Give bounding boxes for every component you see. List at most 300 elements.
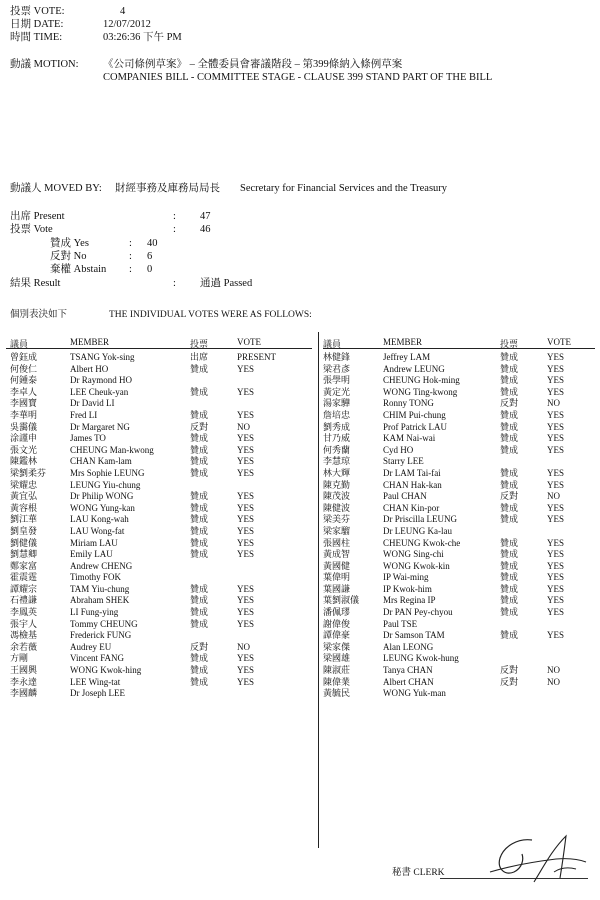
- member-name-zh: 甘乃威: [323, 433, 351, 444]
- left-vote-en-header: VOTE: [237, 337, 261, 347]
- vote-en: PRESENT: [237, 352, 277, 362]
- vote-en: YES: [237, 502, 255, 513]
- vote-en: YES: [237, 386, 255, 397]
- member-name-zh: 張宇人: [10, 618, 38, 629]
- member-name-en: Dr Samson TAM: [383, 630, 445, 641]
- vote-en: NO: [547, 665, 560, 676]
- table-row: [0, 491, 318, 503]
- vote-en: YES: [547, 433, 565, 444]
- vote-en: YES: [237, 618, 255, 629]
- table-row: [318, 538, 600, 550]
- member-name-en: LEUNG Kwok-hung: [383, 653, 459, 664]
- table-row: [318, 584, 600, 596]
- member-name-en: Dr Raymond HO: [70, 375, 132, 386]
- member-name-en: Fred LI: [70, 409, 98, 420]
- vote-en: YES: [237, 467, 255, 478]
- vote-zh: 贊成: [500, 560, 519, 571]
- member-name-zh: 梁家騮: [323, 525, 351, 536]
- vote-en: YES: [547, 467, 565, 478]
- table-row: [318, 630, 600, 642]
- member-name-en: Vincent FANG: [70, 653, 125, 664]
- member-name-zh: 湯家驊: [323, 398, 351, 409]
- member-name-en: Miriam LAU: [70, 537, 118, 548]
- vote-zh: 贊成: [190, 665, 209, 676]
- table-row: [318, 387, 600, 399]
- member-name-zh: 梁君彥: [323, 363, 351, 374]
- member-name-en: TSANG Yok-sing: [70, 352, 135, 362]
- member-name-zh: 葉劉淑儀: [323, 595, 360, 606]
- member-name-en: IP Kwok-him: [383, 583, 432, 594]
- vote-zh: 贊成: [190, 409, 209, 420]
- member-name-zh: 葉國謙: [323, 583, 351, 594]
- table-row: [318, 514, 600, 526]
- member-name-zh: 王國興: [10, 665, 38, 676]
- vote-en: YES: [547, 607, 565, 618]
- vote-en: YES: [547, 502, 565, 513]
- vote-en: YES: [237, 525, 255, 536]
- vote-en: YES: [237, 514, 255, 525]
- vote-zh: 贊成: [500, 433, 519, 444]
- table-row: [0, 514, 318, 526]
- right-member-zh-header: 議員: [323, 339, 342, 349]
- vote-zh: 贊成: [500, 363, 519, 374]
- vote-zh: 贊成: [500, 421, 519, 432]
- member-name-zh: 何鍾泰: [10, 375, 38, 386]
- member-name-en: Timothy FOK: [70, 572, 121, 583]
- table-row: [318, 595, 600, 607]
- member-name-zh: 曾鈺成: [10, 352, 38, 362]
- vote-en: YES: [547, 514, 565, 525]
- table-row: [0, 688, 318, 700]
- vote-zh: 出席: [190, 352, 209, 362]
- table-row: [0, 584, 318, 596]
- vote-en: YES: [547, 409, 565, 420]
- member-name-zh: 張文光: [10, 444, 38, 455]
- table-row: [0, 422, 318, 434]
- table-row: [318, 677, 600, 689]
- vote-zh: 贊成: [190, 653, 209, 664]
- vote-number-label: 投票 VOTE:: [10, 6, 65, 17]
- member-name-en: WONG Ting-kwong: [383, 386, 458, 397]
- clerk-label: 秘書 CLERK: [392, 868, 445, 878]
- abstain-colon: :: [129, 264, 132, 275]
- vote-en: NO: [547, 398, 560, 409]
- member-name-zh: 陳偉業: [323, 676, 351, 687]
- member-name-zh: 霍震霆: [10, 572, 38, 583]
- vote-zh: 反對: [500, 398, 519, 409]
- table-row: [0, 561, 318, 573]
- table-row: [318, 468, 600, 480]
- member-name-en: Dr Margaret NG: [70, 421, 130, 432]
- member-name-zh: 劉江華: [10, 514, 38, 525]
- member-name-zh: 李慧琼: [323, 456, 351, 467]
- vote-zh: 贊成: [500, 537, 519, 548]
- table-row: [318, 364, 600, 376]
- member-name-en: IP Wai-ming: [383, 572, 429, 583]
- vote-zh: 贊成: [190, 467, 209, 478]
- member-name-zh: 陳茂波: [323, 491, 351, 502]
- member-name-en: LI Fung-ying: [70, 607, 119, 618]
- member-name-zh: 梁國雄: [323, 653, 351, 664]
- member-name-en: CHAN Kam-lam: [70, 456, 132, 467]
- vote-zh: 贊成: [500, 375, 519, 386]
- vote-en: YES: [237, 491, 255, 502]
- vote-zh: 贊成: [190, 444, 209, 455]
- vote-zh: 贊成: [190, 618, 209, 629]
- member-name-zh: 梁家傑: [323, 641, 351, 652]
- mover-name-en: Secretary for Financial Services and the Treasury: [240, 183, 448, 194]
- vote-en: YES: [237, 433, 255, 444]
- left-member-zh-header: 議員: [10, 339, 29, 349]
- table-row: [0, 607, 318, 619]
- vote-en: NO: [547, 491, 560, 502]
- vote-zh: 贊成: [500, 386, 519, 397]
- vote-zh: 贊成: [500, 514, 519, 525]
- table-row: [0, 595, 318, 607]
- member-name-en: WONG Kwok-hing: [70, 665, 142, 676]
- clerk-signature: [470, 832, 590, 892]
- table-row: [0, 456, 318, 468]
- member-name-en: Dr Philip WONG: [70, 491, 134, 502]
- member-name-zh: 馮檢基: [10, 630, 38, 641]
- vote-en: YES: [237, 653, 255, 664]
- individual-label-zh: 個別表決如下: [10, 310, 68, 320]
- member-name-en: TAM Yiu-chung: [70, 583, 130, 594]
- vote-en: YES: [547, 479, 565, 490]
- member-name-en: WONG Yuk-man: [383, 688, 446, 699]
- vote-en: YES: [547, 560, 565, 571]
- vote-zh: 贊成: [190, 491, 209, 502]
- date-label: 日期 DATE:: [10, 19, 64, 30]
- member-name-en: Albert HO: [70, 363, 109, 374]
- vote-zh: 反對: [500, 491, 519, 502]
- vote-en: YES: [237, 583, 255, 594]
- vote-en: YES: [547, 583, 565, 594]
- member-name-zh: 涂謹申: [10, 433, 38, 444]
- member-name-zh: 李卓人: [10, 386, 38, 397]
- vote-zh: 贊成: [190, 676, 209, 687]
- member-name-zh: 劉秀成: [323, 421, 351, 432]
- table-row: [318, 619, 600, 631]
- member-name-en: Audrey EU: [70, 641, 112, 652]
- no-label: 反對 No: [50, 251, 87, 262]
- table-row: [0, 468, 318, 480]
- member-name-en: Tommy CHEUNG: [70, 618, 138, 629]
- vote-zh: 贊成: [190, 607, 209, 618]
- right-vote-en-header: VOTE: [547, 337, 571, 347]
- vote-en: YES: [237, 444, 255, 455]
- vote-en: YES: [547, 537, 565, 548]
- table-row: [318, 526, 600, 538]
- member-name-zh: 梁耀忠: [10, 479, 38, 490]
- vote-zh: 贊成: [190, 537, 209, 548]
- member-name-en: Dr David LI: [70, 398, 115, 409]
- member-name-en: Starry LEE: [383, 456, 424, 467]
- member-name-zh: 劉慧卿: [10, 549, 38, 560]
- member-name-en: Prof Patrick LAU: [383, 421, 447, 432]
- member-name-zh: 林健鋒: [323, 352, 351, 362]
- vote-zh: 贊成: [190, 525, 209, 536]
- member-name-en: Emily LAU: [70, 549, 113, 560]
- table-row: [318, 410, 600, 422]
- left-member-en-header: MEMBER: [70, 337, 110, 347]
- table-row: [318, 422, 600, 434]
- table-row: [318, 503, 600, 515]
- vote-en: YES: [547, 549, 565, 560]
- table-row: [0, 677, 318, 689]
- right-vote-table: [318, 352, 600, 700]
- vote-zh: 贊成: [190, 363, 209, 374]
- member-name-zh: 梁美芬: [323, 514, 351, 525]
- member-name-en: Frederick FUNG: [70, 630, 132, 641]
- table-row: [318, 491, 600, 503]
- member-name-en: Cyd HO: [383, 444, 414, 455]
- member-name-en: CHEUNG Kwok-che: [383, 537, 461, 548]
- member-name-zh: 吳靄儀: [10, 421, 38, 432]
- member-name-zh: 劉健儀: [10, 537, 38, 548]
- table-row: [0, 526, 318, 538]
- table-row: [318, 480, 600, 492]
- member-name-zh: 李國寶: [10, 398, 38, 409]
- vote-zh: 贊成: [500, 549, 519, 560]
- member-name-zh: 黃定光: [323, 386, 351, 397]
- vote-en: YES: [547, 363, 565, 374]
- vote-zh: 贊成: [190, 514, 209, 525]
- member-name-zh: 林大輝: [323, 467, 351, 478]
- vote-zh: 贊成: [500, 467, 519, 478]
- vote-count-label: 投票 Vote: [10, 224, 53, 235]
- member-name-zh: 黃國健: [323, 560, 351, 571]
- vote-en: YES: [237, 665, 255, 676]
- member-name-zh: 葉偉明: [323, 572, 351, 583]
- member-name-zh: 李鳳英: [10, 607, 38, 618]
- vote-zh: 贊成: [190, 549, 209, 560]
- vote-zh: 反對: [190, 421, 209, 432]
- table-row: [318, 561, 600, 573]
- vote-en: NO: [547, 676, 560, 687]
- vote-zh: 贊成: [500, 444, 519, 455]
- member-name-zh: 黃宜弘: [10, 491, 38, 502]
- vote-zh: 贊成: [500, 583, 519, 594]
- table-row: [318, 642, 600, 654]
- table-row: [0, 375, 318, 387]
- member-name-zh: 潘佩璆: [323, 607, 351, 618]
- vote-en: YES: [547, 630, 565, 641]
- member-name-zh: 黃毓民: [323, 688, 351, 699]
- table-row: [0, 364, 318, 376]
- table-row: [318, 688, 600, 700]
- table-row: [0, 653, 318, 665]
- table-row: [318, 352, 600, 364]
- member-name-en: CHAN Kin-por: [383, 502, 440, 513]
- member-name-en: LAU Kong-wah: [70, 514, 129, 525]
- member-name-zh: 李永達: [10, 676, 38, 687]
- vote-en: YES: [237, 595, 255, 606]
- vote-en: YES: [237, 676, 255, 687]
- yes-colon: :: [129, 238, 132, 249]
- member-name-en: KAM Nai-wai: [383, 433, 436, 444]
- member-name-en: Alan LEONG: [383, 641, 434, 652]
- vote-en: YES: [547, 595, 565, 606]
- vote-zh: 贊成: [500, 352, 519, 362]
- table-row: [0, 433, 318, 445]
- member-name-en: Dr PAN Pey-chyou: [383, 607, 453, 618]
- no-count: 6: [147, 251, 153, 262]
- member-name-zh: 陳健波: [323, 502, 351, 513]
- member-name-en: Dr LEUNG Ka-lau: [383, 525, 452, 536]
- table-row: [318, 549, 600, 561]
- vote-zh: 反對: [500, 665, 519, 676]
- time-label: 時間 TIME:: [10, 32, 63, 43]
- vote-zh: 贊成: [500, 479, 519, 490]
- moved-by-label: 動議人 MOVED BY:: [10, 183, 102, 194]
- vote-zh: 贊成: [190, 433, 209, 444]
- vote-en: YES: [237, 409, 255, 420]
- vote-zh: 贊成: [500, 572, 519, 583]
- table-row: [318, 375, 600, 387]
- member-name-en: Mrs Regina IP: [383, 595, 436, 606]
- member-name-en: Albert CHAN: [383, 676, 434, 687]
- member-name-en: Andrew CHENG: [70, 560, 133, 571]
- motion-label: 動議 MOTION:: [10, 59, 79, 70]
- left-vote-zh-header: 投票: [190, 339, 209, 349]
- member-name-en: LAU Wong-fat: [70, 525, 125, 536]
- table-row: [0, 352, 318, 364]
- member-name-zh: 譚耀宗: [10, 583, 38, 594]
- member-name-zh: 李國麟: [10, 688, 38, 699]
- right-vote-zh-header: 投票: [500, 339, 519, 349]
- member-name-en: Ronny TONG: [383, 398, 434, 409]
- member-name-en: Dr LAM Tai-fai: [383, 467, 441, 478]
- table-row: [0, 445, 318, 457]
- vote-zh: 贊成: [500, 502, 519, 513]
- vote-zh: 贊成: [190, 456, 209, 467]
- member-name-en: Dr Priscilla LEUNG: [383, 514, 457, 525]
- member-name-zh: 詹培忠: [323, 409, 351, 420]
- present-count: 47: [200, 211, 211, 222]
- member-name-en: Abraham SHEK: [70, 595, 130, 606]
- member-name-en: CHIM Pui-chung: [383, 409, 446, 420]
- member-name-en: WONG Yung-kan: [70, 502, 135, 513]
- table-row: [318, 665, 600, 677]
- no-colon: :: [129, 251, 132, 262]
- abstain-count: 0: [147, 264, 153, 275]
- motion-title-zh: 《公司條例草案》 – 全體委員會審議階段 – 第399條納入條例草案: [103, 59, 403, 70]
- vote-zh: 贊成: [500, 595, 519, 606]
- vote-count-colon: :: [173, 224, 176, 235]
- member-name-zh: 張學明: [323, 375, 351, 386]
- vote-zh: 贊成: [190, 502, 209, 513]
- table-row: [318, 653, 600, 665]
- table-row: [318, 398, 600, 410]
- table-row: [0, 630, 318, 642]
- right-table-header: [318, 337, 600, 349]
- vote-en: YES: [547, 352, 565, 362]
- member-name-en: WONG Kwok-kin: [383, 560, 450, 571]
- member-name-en: CHEUNG Hok-ming: [383, 375, 460, 386]
- vote-en: YES: [237, 363, 255, 374]
- vote-en: NO: [237, 641, 250, 652]
- member-name-en: Andrew LEUNG: [383, 363, 445, 374]
- table-row: [0, 549, 318, 561]
- vote-en: YES: [547, 386, 565, 397]
- table-row: [0, 665, 318, 677]
- member-name-en: LEE Cheuk-yan: [70, 386, 129, 397]
- member-name-zh: 方剛: [10, 653, 29, 664]
- member-name-en: LEE Wing-tat: [70, 676, 121, 687]
- vote-zh: 贊成: [190, 595, 209, 606]
- member-name-zh: 石禮謙: [10, 595, 38, 606]
- member-name-zh: 陳淑莊: [323, 665, 351, 676]
- member-name-en: James TO: [70, 433, 106, 444]
- table-row: [0, 538, 318, 550]
- vote-en: YES: [237, 456, 255, 467]
- member-name-en: Dr Joseph LEE: [70, 688, 125, 699]
- vote-en: YES: [547, 375, 565, 386]
- vote-zh: 贊成: [190, 583, 209, 594]
- table-row: [318, 572, 600, 584]
- member-name-en: Paul CHAN: [383, 491, 427, 502]
- left-table-header: [0, 337, 318, 349]
- member-name-en: Tanya CHAN: [383, 665, 433, 676]
- member-name-zh: 何俊仁: [10, 363, 38, 374]
- member-name-zh: 謝偉俊: [323, 618, 351, 629]
- member-name-zh: 陳克勤: [323, 479, 351, 490]
- member-name-zh: 余若薇: [10, 641, 38, 652]
- date-value: 12/07/2012: [103, 19, 151, 30]
- member-name-zh: 黃容根: [10, 502, 38, 513]
- vote-en: YES: [547, 444, 565, 455]
- member-name-en: CHAN Hak-kan: [383, 479, 442, 490]
- table-row: [0, 398, 318, 410]
- member-name-zh: 劉皇發: [10, 525, 38, 536]
- table-row: [318, 607, 600, 619]
- table-row: [0, 572, 318, 584]
- member-name-en: Paul TSE: [383, 618, 418, 629]
- vote-zh: 贊成: [190, 386, 209, 397]
- member-name-zh: 張國柱: [323, 537, 351, 548]
- vote-number-value: 4: [120, 6, 126, 17]
- time-value: 03:26:36 下午 PM: [103, 32, 182, 43]
- individual-label-en: THE INDIVIDUAL VOTES WERE AS FOLLOWS:: [109, 310, 312, 320]
- member-name-zh: 梁劉柔芬: [10, 467, 47, 478]
- vote-zh: 反對: [500, 676, 519, 687]
- member-name-zh: 陳鑑林: [10, 456, 38, 467]
- table-row: [0, 619, 318, 631]
- vote-en: YES: [547, 421, 565, 432]
- vote-count: 46: [200, 224, 211, 235]
- member-name-en: WONG Sing-chi: [383, 549, 444, 560]
- result-colon: :: [173, 278, 176, 289]
- vote-en: YES: [237, 537, 255, 548]
- table-row: [318, 456, 600, 468]
- table-row: [0, 642, 318, 654]
- member-name-en: LEUNG Yiu-chung: [70, 479, 141, 490]
- yes-label: 贊成 Yes: [50, 238, 89, 249]
- member-name-zh: 何秀蘭: [323, 444, 351, 455]
- vote-zh: 反對: [190, 641, 209, 652]
- member-name-zh: 鄭家富: [10, 560, 38, 571]
- vote-zh: 贊成: [500, 409, 519, 420]
- member-name-zh: 黃成智: [323, 549, 351, 560]
- member-name-en: Jeffrey LAM: [383, 352, 431, 362]
- member-name-zh: 譚偉豪: [323, 630, 351, 641]
- table-row: [318, 433, 600, 445]
- motion-title-en: COMPANIES BILL - COMMITTEE STAGE - CLAUSE 399 STAND PART OF THE BILL: [103, 72, 493, 83]
- present-label: 出席 Present: [10, 211, 65, 222]
- member-name-en: Mrs Sophie LEUNG: [70, 467, 145, 478]
- vote-zh: 贊成: [500, 630, 519, 641]
